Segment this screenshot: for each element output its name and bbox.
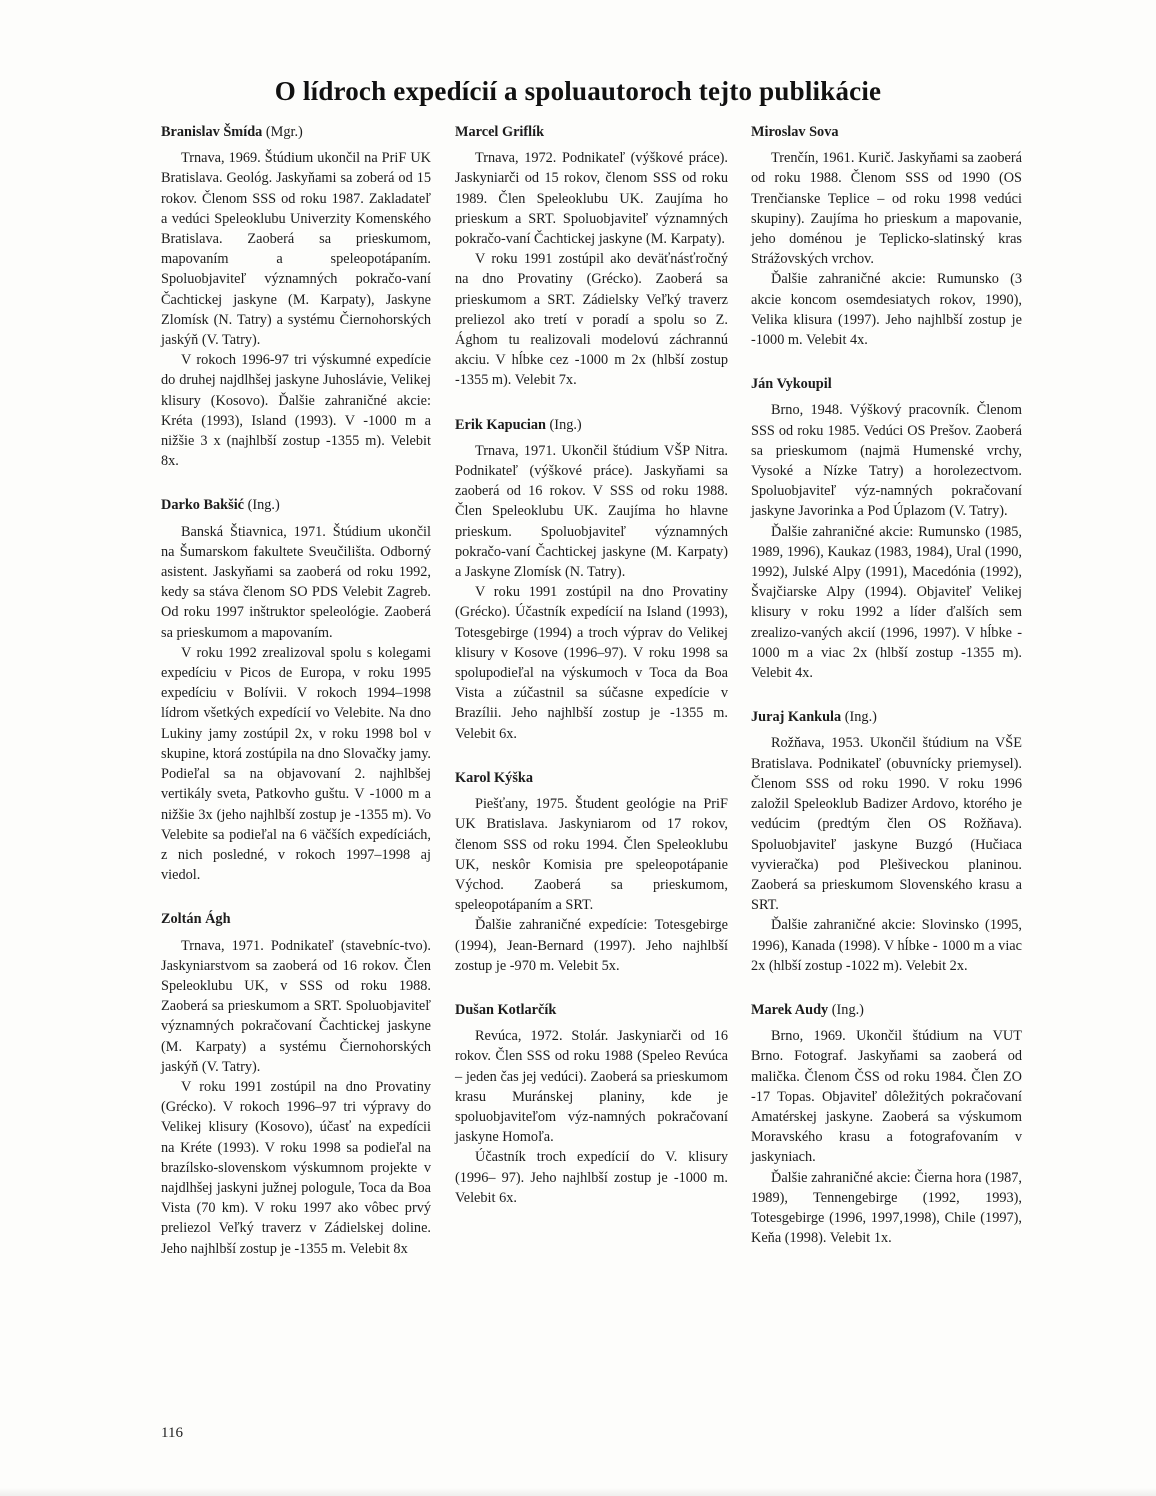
page-title: O lídroch expedícií a spoluautoroch tejto publikácie — [274, 76, 882, 107]
bio-heading — [161, 495, 431, 515]
bio-heading — [751, 707, 1022, 727]
bio-paragraph: Trnava, 1972. Podnikateľ (výškové práce). Jaskyniarči od 15 rokov, členom SSS od roku 1989. Člen Speleoklubu UK. Zaujíma ho prieskum a SRT. Spoluobjaviteľ významných pokračo-vaní Čachtickej jaskyne (M. Karpaty). — [455, 150, 728, 248]
bio-name: Marek Audy — [751, 1001, 829, 1018]
bio-heading — [455, 1000, 728, 1020]
bio-paragraph: Piešťany, 1975. Študent geológie na PriF UK Bratislava. Jaskyniarom od 17 rokov, členom SSS od roku 1994. Člen Speleoklubu UK, neskôr Komisia pre speleopotápanie Východ. Zaoberá sa prieskumom, speleopotápaním a SRT. — [455, 796, 728, 914]
bio-name: Juraj Kankula — [751, 709, 842, 726]
bio-name: Branislav Šmída — [161, 124, 263, 140]
bio-heading — [455, 768, 728, 788]
bio-heading — [455, 122, 728, 142]
bio-entry — [455, 1000, 728, 1208]
bio-entry — [751, 1000, 1022, 1248]
bio-name: Erik Kapucian — [455, 416, 546, 433]
bio-entry — [751, 707, 1022, 976]
bio-paragraph: V rokoch 1996-97 tri výskumné expedície do druhej najdlhšej jaskyne Juhoslávie, Velikej klisury (Kosovo). Ďalšie zahraničné akcie: Kréta (1993), Island (1993). V -1000 m a nižšie 3 x (najhlbší zostup -1355 m). Velebit 8x. — [161, 352, 431, 470]
bio-paragraph: Brno, 1969. Ukončil štúdium na VUT Brno. Fotograf. Jaskyňami sa zaoberá od malička. Členom ČSS od roku 1984. Člen ZO -17 Topas. Objaviteľ dôležitých pokračovaní Amatérskej jaskyne. Zaoberá sa výskumom Moravského krasu a fotografovaním v jaskyniach. — [751, 1028, 1022, 1166]
bio-paragraph: Rožňava, 1953. Ukončil štúdium na VŠE Bratislava. Podnikateľ (obuvnícky priemysel). Členom SSS od roku 1990. V roku 1996 založil Speleoklub Badizer Ardovo, ktorého je vedúcim (predtým člen OS Rožňava). Spoluobjaviteľ jaskyne Buzgó (Hučiaca vyvieračka) pod Plešiveckou planinou. Zaoberá sa prieskumom Slovenského krasu a SRT. — [751, 735, 1022, 914]
bio-paragraph: Ďalšie zahraničné expedície: Totesgebirge (1994), Jean-Bernard (1997). Jeho najhlbší zostup je -970 m. Velebit 5x. — [455, 917, 728, 974]
bio-paragraph: Revúca, 1972. Stolár. Jaskyniarči od 16 rokov. Člen SSS od roku 1988 (Speleo Revúca – jeden čas jej vedúci). Zaoberá sa prieskumom krasu Muránskej planiny, kde je spoluobjaviteľom výz-namných pokračovaní jaskyne Homoľa. — [455, 1028, 728, 1146]
bio-title: (Mgr.) — [262, 124, 303, 140]
bio-paragraph: Ďalšie zahraničné akcie: Čierna hora (1987, 1989), Tennengebirge (1992, 1993), Totesgebirge (1996, 1997,1998), Chile (1997), Keňa (1998). Velebit 1x. — [751, 1169, 1022, 1247]
bio-paragraph: V roku 1992 zrealizoval spolu s kolegami expedíciu v Picos de Europa, v roku 1995 expedíciu v Bolívii. V rokoch 1994–1998 lídrom všetkých expedícií vo Velebite. Na dno Lukiny jamy zostúpil 2x, v roku 1998 bol v skupine, ktorá zostúpila na dno Slovačky jamy. Podieľal sa na objavovaní 2. najhlbšej vertikály sveta, Patkovho guštu. V -1000 m a nižšie 3x (jeho najhlbší zostup je -1355 m). Vo Velebite sa podieľal na 6 väčších expedíciách, z nich posledné, v rokoch 1997–1998 aj viedol. — [161, 644, 431, 884]
bio-name: Ján Vykoupil — [751, 376, 832, 393]
bio-paragraph: Brno, 1948. Výškový pracovník. Členom SSS od roku 1985. Vedúci OS Prešov. Zaoberá sa prieskumom (najmä Humenské vrchy, Vysoké a Nízke Tatry) a horolezectvom. Spoluobjaviteľ výz-namných pokračovaní jaskyne Javorinka a Pod Úplazom (V. Tatry). — [751, 402, 1022, 520]
bio-name: Dušan Kotlarčík — [455, 1001, 557, 1018]
bio-paragraph: Banská Štiavnica, 1971. Štúdium ukončil na Šumarskom fakultete Sveučilišta. Odborný asistent. Jaskyňami sa zaoberá od roku 1992, kedy sa stáva členom SO PDS Velebit Zagreb. Od roku 1997 inštruktor speleológie. Zaoberá sa prieskumom a mapovaním. — [161, 523, 431, 641]
bio-title: (Ing.) — [244, 497, 280, 514]
bio-title: (Ing.) — [828, 1001, 864, 1018]
bio-entry — [455, 415, 728, 744]
column-2 — [455, 122, 728, 1232]
bio-heading — [751, 122, 1022, 142]
bio-paragraph: Ďalšie zahraničné akcie: Slovinsko (1995, 1996), Kanada (1998). V hĺbke - 1000 m a viac 2x (hlbší zostup -1022 m). Velebit 2x. — [751, 917, 1022, 974]
bio-paragraph: Účastník troch expedícií do V. klisury (1996– 97). Jeho najhlbší zostup je -1000 m. Velebit 6x. — [455, 1149, 728, 1206]
bio-entry — [751, 374, 1022, 683]
bio-name: Darko Bakšić — [161, 497, 245, 514]
bio-name: Zoltán Ágh — [161, 911, 231, 928]
bio-entry — [751, 122, 1022, 350]
bio-entry — [455, 122, 728, 391]
bio-name: Marcel Griflík — [455, 124, 545, 140]
bio-title: (Ing.) — [545, 416, 582, 433]
bio-paragraph: V roku 1991 zostúpil ako deväťnásťročný na dno Provatiny (Grécko). Zaoberá sa prieskumom a SRT. Zádielsky Veľký traverz preliezol ako tretí v poradí a spolu so Z. Ághom tu realizovali modelovú záchrannú akciu. V hĺbke cez -1000 m 2x (hlbší zostup -1355 m). Velebit 7x. — [455, 251, 728, 389]
bio-name: Karol Kýška — [455, 769, 533, 786]
column-3 — [751, 122, 1022, 1272]
bio-paragraph: Trenčín, 1961. Kurič. Jaskyňami sa zaoberá od roku 1988. Členom SSS od 1990 (OS Trenčianske Teplice – od roku 1998 vedúci skupiny). Zaujíma ho prieskum a mapovanie, jeho doménou je Teplicko-slatinský kras Strážovských vrchov. — [751, 150, 1022, 268]
bio-paragraph: Trnava, 1971. Podnikateľ (stavebníc-tvo). Jaskyniarstvom sa zaoberá od 16 rokov. Člen Speleoklubu UK, v SSS od roku 1988. Zaoberá sa prieskumom a SRT. Spoluobjaviteľ významných pokračovaní Čachtickej jaskyne (M. Karpaty) a systému Čiernohorských jaskýň (V. Tatry). — [161, 937, 431, 1075]
page-number: 116 — [161, 1425, 183, 1441]
bio-heading — [161, 909, 431, 929]
column-1 — [161, 122, 431, 1283]
bio-entry — [455, 768, 728, 976]
bio-heading — [751, 1000, 1022, 1020]
bio-paragraph: Trnava, 1971. Ukončil štúdium VŠP Nitra. Podnikateľ (výškové práce). Jaskyňami sa zaoberá od 16 rokov. V SSS od roku 1988. Člen Speleoklubu UK. Zaujíma ho hlavne prieskum. Spoluobjaviteľ významných pokračo-vaní Čachtickej jaskyne (M. Karpaty) a Jaskyne Zlomísk (N. Tatry). — [455, 442, 728, 581]
bio-heading — [161, 122, 431, 142]
bio-entry — [161, 495, 431, 885]
bio-name: Miroslav Sova — [751, 124, 839, 140]
bio-paragraph: Ďalšie zahraničné akcie: Rumunsko (3 akcie koncom osemdesiatych rokov, 1990), Velika klisura (1997). Jeho najhlbší zostup je -1000 m. Velebit 4x. — [751, 271, 1022, 349]
bio-paragraph: V roku 1991 zostúpil na dno Provatiny (Grécko). Účastník expedícií na Island (1993), Totesgebirge (1994) a troch výprav do Velikej klisury v Kosove (1996–97). V roku 1998 sa spolupodieľal na výskumoch v Toca da Boa Vista a zúčastnil sa súčasne expedície v Brazílii. Jeho najhlbší zostup je -1355 m. Velebit 6x. — [455, 584, 728, 742]
bio-paragraph: V roku 1991 zostúpil na dno Provatiny (Grécko). V rokoch 1996–97 tri výpravy do Velikej klisury (Kosovo), účasť na expedícii na Kréte (1993). V roku 1998 sa podieľal na brazílsko-slovenskom výskumnom projekte v najdlhšej jaskyni južnej pologule, Toca da Boa Vista (70 km). V roku 1997 ako vôbec prvý preliezol Veľký traverz v Zádielskej doline. Jeho najhlbší zostup je -1355 m. Velebit 8x — [161, 1078, 431, 1257]
bio-entry — [161, 909, 431, 1258]
bio-title: (Ing.) — [841, 709, 877, 726]
bio-heading — [751, 374, 1022, 394]
scan-edge-shadow — [0, 1488, 1156, 1496]
bio-entry — [161, 122, 431, 471]
bio-paragraph: Ďalšie zahraničné akcie: Rumunsko (1985, 1989, 1996), Kaukaz (1983, 1984), Ural (1990, 1992), Julské Alpy (1991), Macedónia (1992), Švajčiarske Alpy (1994). Objaviteľ Velikej klisury v roku 1992 a líder ďalších sem zrealizo-vaných akcií (1996, 1997). V hĺbke - 1000 m a viac 2x (hlbší zostup -1355 m). Velebit 4x. — [751, 523, 1022, 682]
bio-paragraph: Trnava, 1969. Štúdium ukončil na PriF UK Bratislava. Geológ. Jaskyňami sa zoberá od 15 rokov. Členom SSS od roku 1987. Zakladateľ a vedúci Speleoklubu Univerzity Komenského Bratislava. Zaoberá sa prieskumom, mapovaním a speleopotápaním. Spoluobjaviteľ významných pokračo-vaní Čachtickej jaskyne (M. Karpaty), Jaskyne Zlomísk (N. Tatry) a systému Čiernohorských jaskýň (V. Tatry). — [161, 150, 431, 349]
bio-heading — [455, 415, 728, 435]
